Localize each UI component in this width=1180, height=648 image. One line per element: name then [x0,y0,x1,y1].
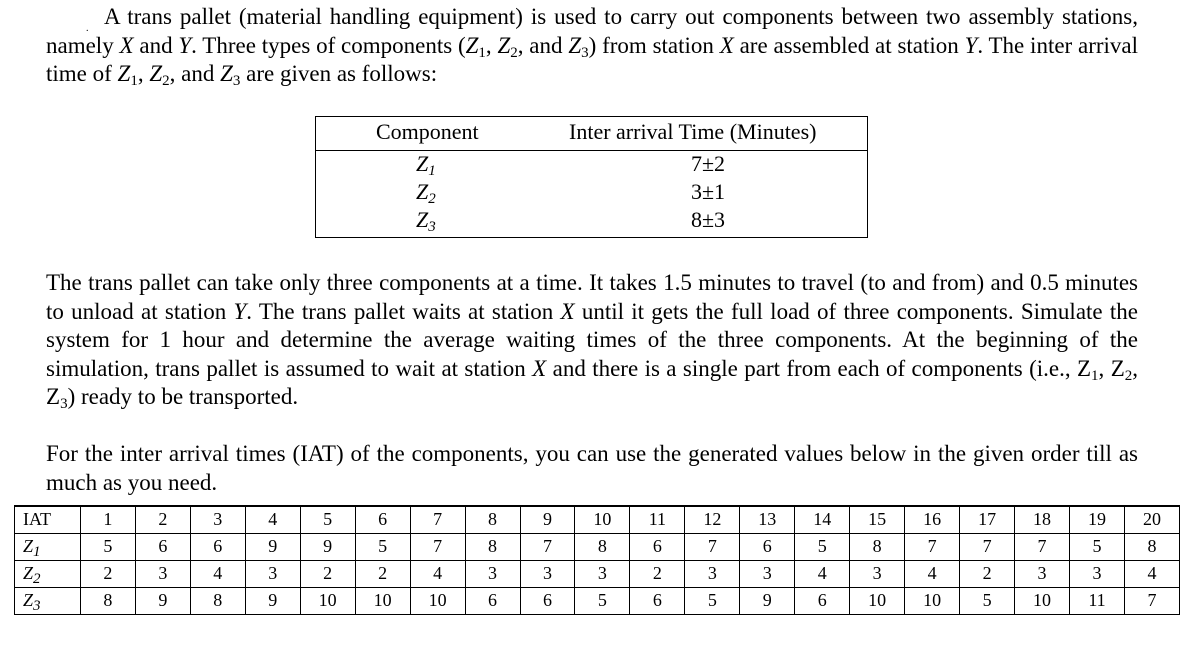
iat-cell: 7 [1124,587,1179,614]
iat-column-index: 4 [245,506,300,533]
iat-row-label: $Z_2$ [15,560,81,587]
iat-cell: 3 [575,560,630,587]
iat-cell: 9 [740,587,795,614]
iat-cell: 9 [135,587,190,614]
component-row [316,207,867,236]
iat-cell: 10 [300,587,355,614]
header-component: Component [376,119,479,144]
stray-dot: . [86,23,89,34]
iat-cell: 5 [960,587,1015,614]
iat-column-index: 17 [960,506,1015,533]
iat-cell: 6 [520,587,575,614]
iat-cell: 4 [190,560,245,587]
header-inter-arrival-time: Inter arrival Time (Minutes) [569,119,817,144]
iat-column-index: 1 [80,506,135,533]
iat-column-index: 5 [300,506,355,533]
iat-cell: 2 [300,560,355,587]
iat-cell: 6 [630,533,685,560]
iat-row-z3 [15,587,1180,614]
iat-cell: 5 [685,587,740,614]
iat-cell: 6 [740,533,795,560]
iat-cell: 5 [80,533,135,560]
iat-cell: 3 [850,560,905,587]
iat-cell: 7 [410,533,465,560]
iat-cell: 7 [905,533,960,560]
iat-cell: 4 [410,560,465,587]
iat-cell: 10 [850,587,905,614]
iat-column-index: 8 [465,506,520,533]
iat-column-index: 7 [410,506,465,533]
component-iat: 8±3 [690,207,726,232]
iat-cell: 2 [630,560,685,587]
component-iat: 3±1 [690,179,726,204]
component-row [316,151,867,180]
iat-column-index: 9 [520,506,575,533]
iat-cell: 5 [1070,533,1125,560]
iat-column-index: 11 [630,506,685,533]
iat-column-index: 13 [740,506,795,533]
iat-cell: 7 [1015,533,1070,560]
iat-cell: 8 [465,533,520,560]
iat-column-index: 12 [685,506,740,533]
iat-column-index: 18 [1015,506,1070,533]
problem-paragraph-1: A trans pallet (material handling equipment) is used to carry out components between two assembly stations, namely X and Y. Three types of components ($Z_1$, $Z_2$, and $Z_3$) from station X are assembled at station Y. The inter arrival time of $Z_1$, $Z_2$, and $Z_3$ are given as follows: [46,4,1139,90]
iat-cell: 11 [1070,587,1125,614]
iat-cell: 4 [905,560,960,587]
iat-cell: 5 [575,587,630,614]
iat-cell: 5 [795,533,850,560]
iat-cell: 9 [300,533,355,560]
iat-cell: 5 [355,533,410,560]
iat-row-label: $Z_1$ [15,533,81,560]
iat-cell: 9 [245,533,300,560]
component-table-header [316,117,867,151]
component-table [315,116,868,238]
iat-cell: 8 [1124,533,1179,560]
iat-column-index: 20 [1124,506,1179,533]
iat-cell: 6 [795,587,850,614]
iat-cell: 4 [795,560,850,587]
component-name: $Z_2$ [416,179,436,207]
iat-cell: 9 [245,587,300,614]
component-row [316,179,867,208]
iat-row-z2 [15,560,1180,587]
iat-cell: 4 [1124,560,1179,587]
iat-cell: 2 [80,560,135,587]
iat-cell: 8 [190,587,245,614]
iat-cell: 3 [1070,560,1125,587]
iat-cell: 6 [630,587,685,614]
iat-cell: 8 [850,533,905,560]
component-name: $Z_1$ [416,151,436,179]
iat-cell: 3 [1015,560,1070,587]
iat-table [14,505,1180,615]
iat-cell: 6 [135,533,190,560]
iat-column-index: 10 [575,506,630,533]
iat-cell: 2 [355,560,410,587]
iat-row-z1 [15,533,1180,560]
problem-paragraph-2: The trans pallet can take only three components at a time. It takes 1.5 minutes to travel (to and from) and 0.5 minutes to unload at station Y. The trans pallet waits at station X until it gets the full load of three components. Simulate the system for 1 hour and determine the average waiting times of the three components. At the beginning of the simulation, trans pallet is assumed to wait at station X and there is a single part from each of components (i.e., $Z_1$, $Z_2$, $Z_3$) ready to be transported. [46,270,1138,413]
iat-cell: 10 [905,587,960,614]
iat-cell: 7 [960,533,1015,560]
iat-cell: 3 [465,560,520,587]
iat-column-index: 15 [850,506,905,533]
iat-cell: 6 [190,533,245,560]
component-iat: 7±2 [690,151,726,176]
iat-column-index: 19 [1070,506,1125,533]
iat-cell: 7 [685,533,740,560]
iat-cell: 8 [575,533,630,560]
iat-cell: 3 [245,560,300,587]
iat-column-index: 14 [795,506,850,533]
iat-cell: 3 [740,560,795,587]
iat-column-index: 16 [905,506,960,533]
iat-cell: 10 [355,587,410,614]
iat-column-index: 6 [355,506,410,533]
iat-cell: 2 [960,560,1015,587]
iat-cell: 8 [80,587,135,614]
iat-header-label: IAT [15,506,81,533]
iat-column-index: 3 [190,506,245,533]
iat-row-label: $Z_3$ [15,587,81,614]
problem-paragraph-3: For the inter arrival times (IAT) of the components, you can use the generated values below in the given order till as much as you need. [46,441,1138,495]
iat-cell: 3 [520,560,575,587]
iat-header-row [15,506,1180,533]
iat-cell: 10 [410,587,465,614]
iat-cell: 3 [685,560,740,587]
iat-cell: 3 [135,560,190,587]
iat-cell: 6 [465,587,520,614]
iat-column-index: 2 [135,506,190,533]
component-name: $Z_3$ [416,207,436,235]
iat-cell: 10 [1015,587,1070,614]
iat-cell: 7 [520,533,575,560]
